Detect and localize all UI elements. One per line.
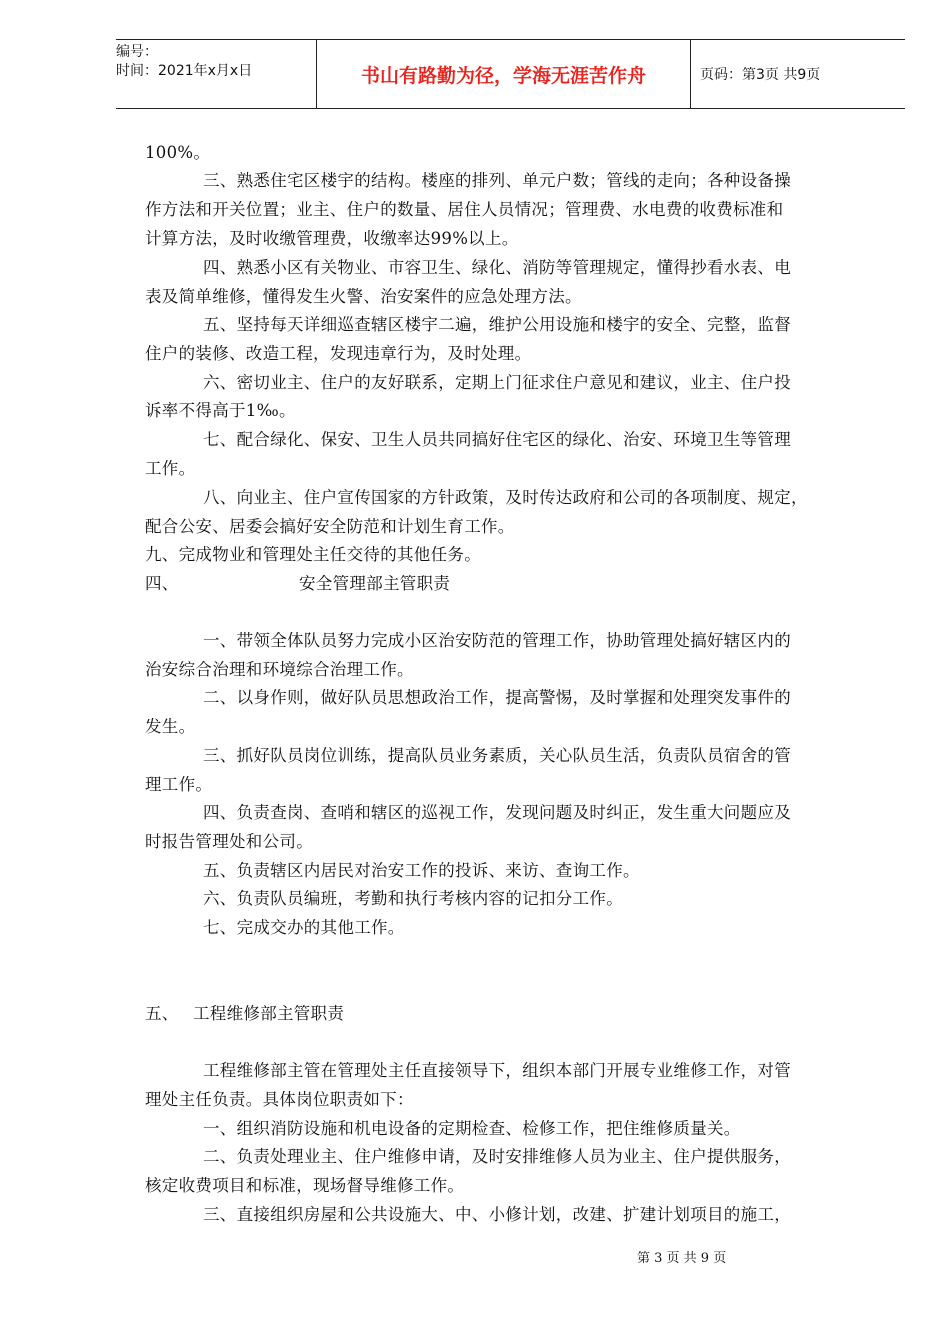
page-footer: 第 3 页 共 9 页 (637, 1251, 727, 1266)
body-line: 配合公安、居委会搞好安全防范和计划生育工作。 (145, 517, 515, 536)
section-heading: 工程维修部主管职责 (193, 1004, 345, 1023)
body-line: 核定收费项目和标准，现场督导维修工作。 (145, 1176, 465, 1195)
body-line: 表及简单维修，懂得发生火警、治安案件的应急处理方法。 (145, 287, 582, 306)
header-meta (116, 40, 316, 111)
body-line: 治安综合治理和环境综合治理工作。 (145, 660, 414, 679)
body-line: 五、负责辖区内居民对治安工作的投诉、来访、查询工作。 (203, 861, 640, 880)
body-line: 100%。 (145, 143, 211, 162)
body-line: 理处主任负责。具体岗位职责如下： (145, 1090, 414, 1109)
body-line: 工程维修部主管在管理处主任直接领导下，组织本部门开展专业维修工作，对管 (203, 1061, 791, 1080)
body-line: 一、组织消防设施和机电设备的定期检查、检修工作，把住维修质量关。 (203, 1119, 741, 1138)
body-line: 四、负责查岗、查哨和辖区的巡视工作，发现问题及时纠正，发生重大问题应及 (203, 803, 791, 822)
body-line: 一、带领全体队员努力完成小区治安防范的管理工作，协助管理处搞好辖区内的 (203, 631, 791, 650)
body-line: 五、坚持每天详细巡查辖区楼宇二遍，维护公用设施和楼宇的安全、完整，监督 (203, 315, 791, 334)
body-line: 八、向业主、住户宣传国家的方针政策，及时传达政府和公司的各项制度、规定， (203, 488, 808, 507)
body-line: 工作。 (145, 459, 196, 478)
header-motto: 书山有路勤为径，学海无涯苦作舟 (316, 40, 691, 108)
section-number: 四、 (145, 574, 179, 593)
time-label: 时间：2021年x月x日 (116, 63, 253, 79)
body-line: 理工作。 (145, 775, 213, 794)
body-line: 六、负责队员编班，考勤和执行考核内容的记扣分工作。 (203, 889, 623, 908)
body-line: 七、配合绿化、保安、卫生人员共同搞好住宅区的绿化、治安、环境卫生等管理 (203, 430, 791, 449)
body-line: 作方法和开关位置；业主、住户的数量、居住人员情况；管理费、水电费的收费标准和 (145, 200, 784, 219)
section-heading: 安全管理部主管职责 (299, 574, 451, 593)
body-line: 计算方法，及时收缴管理费，收缴率达99%以上。 (145, 229, 519, 248)
section-number: 五、 (145, 1004, 179, 1023)
number-label: 编号： (116, 44, 158, 60)
body-line: 七、完成交办的其他工作。 (203, 918, 405, 937)
body-line: 四、熟悉小区有关物业、市容卫生、绿化、消防等管理规定，懂得抄看水表、电 (203, 258, 791, 277)
header-page-info: 页码：第3页 共9页 (700, 67, 821, 83)
body-line: 三、抓好队员岗位训练，提高队员业务素质，关心队员生活，负责队员宿舍的管 (203, 746, 791, 765)
page-header (116, 39, 905, 109)
body-line: 三、熟悉住宅区楼宇的结构。楼座的排列、单元户数；管线的走向；各种设备操 (203, 171, 791, 190)
body-line: 住户的装修、改造工程，发现违章行为，及时处理。 (145, 344, 532, 363)
body-line: 二、以身作则，做好队员思想政治工作，提高警惕，及时掌握和处理突发事件的 (203, 688, 791, 707)
body-line: 诉率不得高于1‰。 (145, 401, 296, 420)
body-line: 二、负责处理业主、住户维修申请，及时安排维修人员为业主、住户提供服务， (203, 1147, 791, 1166)
body-line: 时报告管理处和公司。 (145, 832, 313, 851)
body-line: 九、完成物业和管理处主任交待的其他任务。 (145, 545, 481, 564)
body-line: 六、密切业主、住户的友好联系，定期上门征求住户意见和建议，业主、住户投 (203, 373, 791, 392)
body-line: 发生。 (145, 717, 196, 736)
body-line: 三、直接组织房屋和公共设施大、中、小修计划，改建、扩建计划项目的施工， (203, 1205, 791, 1224)
